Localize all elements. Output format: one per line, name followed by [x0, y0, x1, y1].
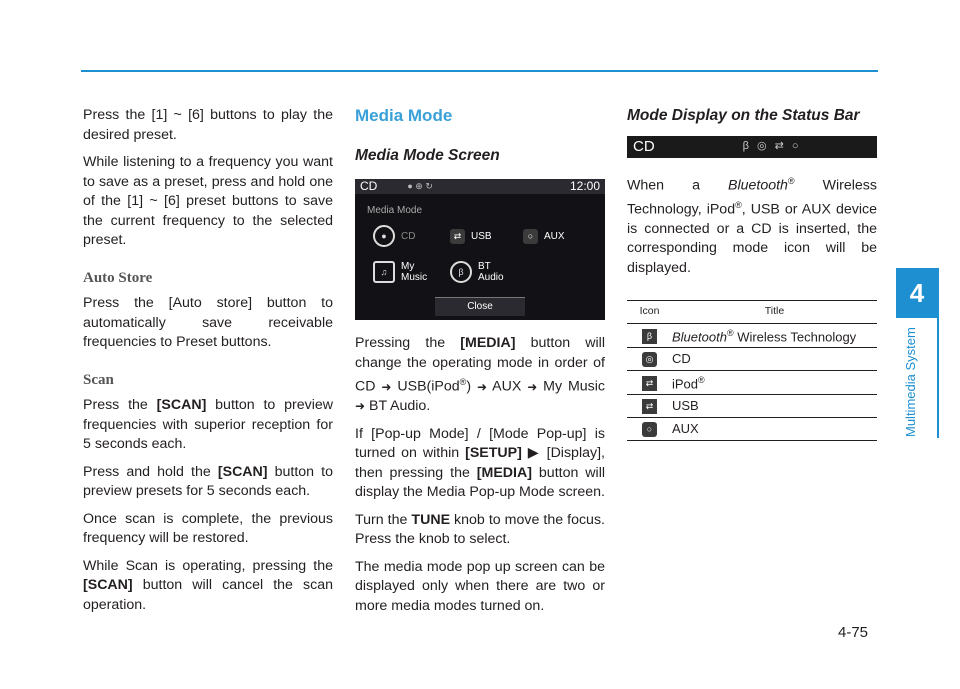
- table-row: ⇄ iPod®: [627, 370, 877, 394]
- usb-icon: ⇄: [642, 399, 657, 414]
- popup-condition-paragraph: The media mode pop up screen can be displayed only when there are two or more media modes turned on.: [355, 558, 605, 614]
- screen-title: Media Mode: [367, 205, 423, 216]
- status-bar-image: [627, 136, 877, 158]
- scan-paragraph-2: Press and hold the [SCAN] button to preview presets for 5 seconds each.: [83, 463, 333, 499]
- save-preset-paragraph: While listening to a frequency you want to save as a preset, press and hold one of the [1] ~ [6] preset buttons to save the current frequency to the selected preset.: [83, 154, 333, 248]
- screen-item-usb: ⇄ USB: [450, 229, 492, 244]
- table-header-title: Title: [672, 301, 877, 324]
- screen-item-my-music: ♫ My Music: [373, 261, 431, 283]
- mode-icon-table: [627, 300, 877, 440]
- status-bar-mode: CD: [633, 137, 655, 155]
- scan-paragraph-4: While Scan is operating, pressing the [SCAN] button will cancel the scan operation.: [83, 557, 333, 613]
- table-header-icon: Icon: [627, 301, 672, 324]
- bluetooth-icon: β: [742, 139, 749, 152]
- table-header-row: [627, 301, 877, 324]
- folder-music-icon: ♫: [373, 261, 395, 283]
- chapter-title: Multimedia System: [903, 327, 918, 437]
- media-button-paragraph: Pressing the [MEDIA] button will change the operating mode in order of CD ➜ USB(iPod®) ➜ AUX ➜ My Music ➜ BT Audio.: [355, 334, 605, 417]
- arrow-right-icon: ➜: [355, 399, 366, 414]
- column-2: [355, 106, 605, 624]
- status-bar-paragraph: When a Bluetooth® Wireless Technology, iPod®, USB or AUX device is connected or a CD is inserted, the corresponding mode icon will be displayed.: [627, 175, 877, 276]
- scan-paragraph-1: Press the [SCAN] button to preview frequencies with superior reception for 5 seconds each.: [83, 397, 333, 452]
- chapter-tab: [896, 268, 938, 318]
- arrow-right-icon: ➜: [381, 379, 392, 394]
- triangle-right-icon: ▶: [527, 445, 541, 462]
- page-number: 4-75: [838, 624, 869, 641]
- preset-paragraph: Press the [1] ~ [6] buttons to play the desired preset.: [83, 107, 333, 143]
- table-row: ◎ CD: [627, 347, 877, 370]
- table-row: β Bluetooth® Wireless Technology: [627, 323, 877, 347]
- usb-icon: ⇄: [450, 229, 465, 244]
- arrow-right-icon: ➜: [527, 379, 538, 394]
- bluetooth-icon: β: [642, 329, 657, 344]
- status-bar-heading: Mode Display on the Status Bar: [627, 107, 860, 124]
- top-rule: [81, 70, 878, 72]
- tune-knob-paragraph: Turn the TUNE knob to move the focus. Press the knob to select.: [355, 511, 605, 548]
- aux-icon: ○: [523, 229, 538, 244]
- screen-item-bt-audio: β BT Audio: [450, 261, 508, 283]
- table-row: ○ AUX: [627, 417, 877, 440]
- aux-icon: ○: [642, 422, 657, 437]
- screen-close-button: Close: [435, 297, 525, 316]
- screen-item-aux: ○ AUX: [523, 229, 565, 244]
- chapter-number: 4: [909, 277, 925, 308]
- column-3: [627, 106, 877, 441]
- screen-mode: CD: [360, 179, 378, 193]
- media-mode-screen-image: [355, 179, 605, 320]
- screen-item-cd: ● CD: [373, 225, 415, 247]
- scan-heading: Scan: [83, 371, 114, 388]
- chapter-tab-line: [937, 268, 939, 438]
- cd-icon: ◎: [757, 139, 767, 152]
- screen-time: 12:00: [569, 179, 600, 193]
- ipod-icon: ⇄: [642, 376, 657, 391]
- screen-status-icons: ● ⊕ ↻: [407, 180, 433, 191]
- auto-store-heading: Auto Store: [83, 269, 153, 286]
- media-mode-heading: Media Mode: [355, 106, 453, 125]
- arrow-right-icon: ➜: [476, 379, 487, 394]
- cd-icon: ◎: [642, 352, 657, 367]
- screen-status-bar: [355, 179, 605, 194]
- column-1: [83, 106, 333, 623]
- media-mode-screen-heading: Media Mode Screen: [355, 146, 500, 164]
- table-row: ⇄ USB: [627, 394, 877, 417]
- cd-icon: ●: [373, 225, 395, 247]
- status-bar-icons: [743, 137, 799, 157]
- bluetooth-icon: β: [450, 261, 472, 283]
- usb-icon: ⇄: [774, 139, 784, 152]
- aux-icon: ○: [791, 139, 799, 152]
- popup-mode-paragraph: If [Pop-up Mode] / [Mode Pop-up] is turned on within [SETUP] ▶ [Display], then pressing the [MEDIA] button will display the Media Pop-up Mode screen.: [355, 425, 605, 501]
- auto-store-paragraph: Press the [Auto store] button to automatically save receivable frequencies to Preset buttons.: [83, 295, 333, 350]
- scan-paragraph-3: Once scan is complete, the previous frequency will be restored.: [83, 510, 333, 546]
